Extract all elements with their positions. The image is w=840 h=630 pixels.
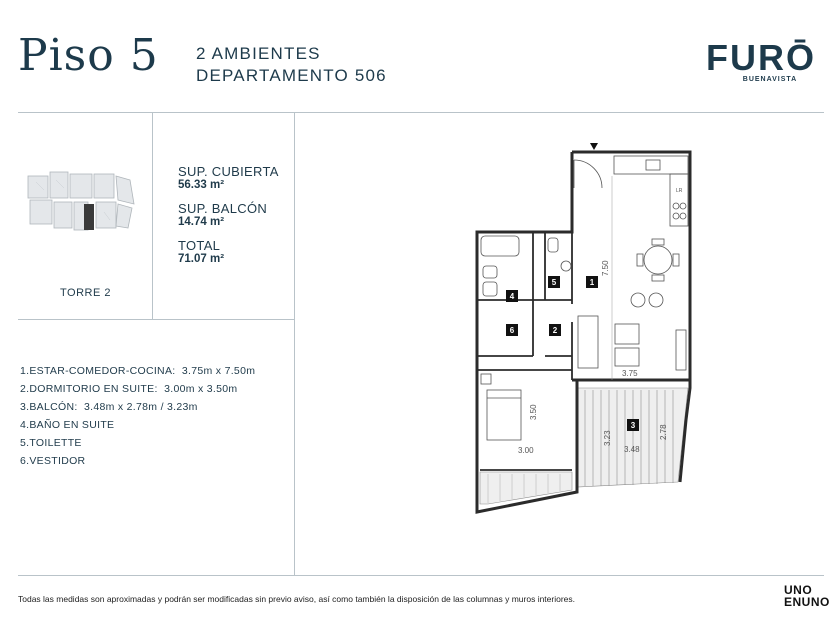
floor-plan	[300, 118, 820, 573]
room-dims: 3.48m x 2.78m / 3.23m	[84, 401, 198, 413]
room-tag-5: 5	[551, 278, 557, 287]
unit-number: DEPARTAMENTO 506	[196, 66, 387, 85]
dim-living-width: 3.75	[622, 369, 638, 378]
dim-living-length: 7.50	[601, 260, 610, 276]
kitchen-label: LR	[676, 188, 683, 194]
brand-name: FURŌ	[706, 37, 816, 78]
balcony-deck	[577, 388, 688, 487]
balcony-area-label: SUP. BALCÓN	[178, 201, 268, 216]
header-divider	[18, 112, 824, 113]
footer-divider	[18, 575, 824, 576]
room-item-1	[20, 365, 255, 377]
developer-logo-line1: UNO	[784, 583, 813, 597]
balcony-area-value: 14.74 m²	[178, 216, 225, 228]
brand-logo	[706, 37, 828, 83]
total-area-label: TOTAL	[178, 238, 221, 253]
info-divider	[18, 319, 294, 320]
room-name: 6.VESTIDOR	[20, 455, 86, 467]
unit-type: 2 AMBIENTES	[196, 44, 321, 63]
room-name: 4.BAÑO EN SUITE	[20, 419, 115, 431]
bed	[481, 374, 521, 440]
floor-title: Piso 5	[18, 30, 159, 81]
living-furniture	[578, 293, 686, 370]
total-area-value: 71.07 m²	[178, 253, 225, 265]
room-tag-1: 1	[589, 278, 595, 287]
entry-door	[574, 160, 602, 188]
room-item-5	[20, 437, 82, 449]
dim-balcony-depth-b: 2.78	[659, 424, 668, 440]
dim-bedroom-length: 3.50	[529, 404, 538, 420]
room-item-3	[20, 401, 198, 413]
room-name: 3.BALCÓN:	[20, 401, 78, 413]
tower-label: TORRE 2	[60, 287, 111, 299]
room-tag-4: 4	[509, 292, 515, 301]
disclaimer-text: Todas las medidas son aproximadas y podrán ser modificadas sin previo aviso, así como también la disposición de las columnas y muros interiores.	[18, 594, 576, 604]
developer-logo-line2: ENUNO	[784, 595, 830, 609]
dining-table	[637, 239, 679, 281]
room-tag-3: 3	[630, 421, 636, 430]
dim-balcony-width: 3.48	[624, 445, 640, 454]
interior-walls	[477, 232, 572, 470]
dim-balcony-depth-a: 3.23	[603, 430, 612, 446]
dim-bedroom-width: 3.00	[518, 446, 534, 455]
developer-logo	[784, 584, 830, 608]
entry-marker	[590, 143, 598, 150]
room-tag-2: 2	[552, 326, 558, 335]
covered-area-value: 56.33 m²	[178, 179, 225, 191]
plan-divider	[294, 112, 295, 575]
room-name: 1.ESTAR-COMEDOR-COCINA:	[20, 365, 176, 377]
room-item-6	[20, 455, 85, 467]
room-name: 5.TOILETTE	[20, 437, 82, 449]
room-name: 2.DORMITORIO EN SUITE:	[20, 383, 158, 395]
covered-area-label: SUP. CUBIERTA	[178, 164, 279, 179]
brand-subtitle: BUENAVISTA	[742, 76, 798, 83]
room-item-4	[20, 419, 114, 431]
room-dims: 3.00m x 3.50m	[164, 383, 238, 395]
keyplan-divider	[152, 112, 153, 319]
key-plan	[26, 170, 138, 241]
room-item-2	[20, 383, 237, 395]
room-tag-6: 6	[509, 326, 515, 335]
bedroom-balcony	[480, 472, 572, 504]
room-dims: 3.75m x 7.50m	[181, 365, 256, 377]
